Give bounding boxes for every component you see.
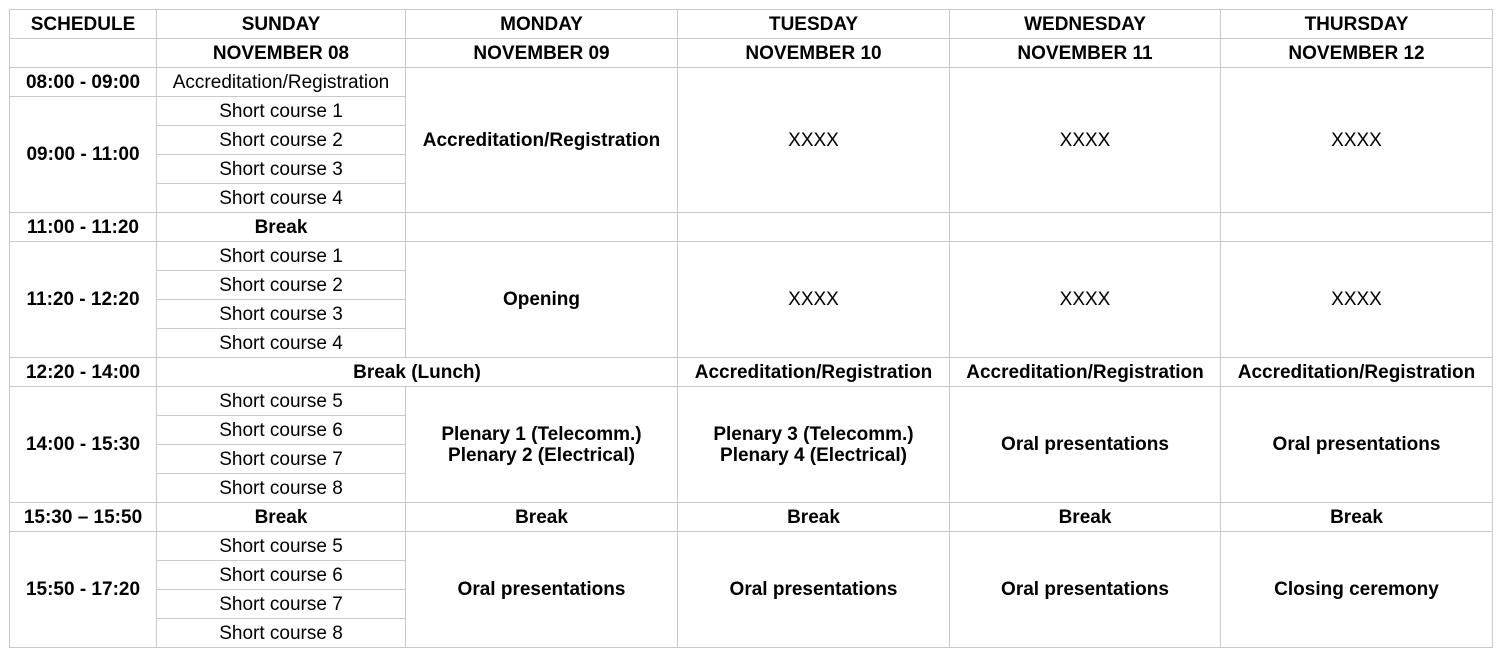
time-cell: 12:20 - 14:00 (10, 358, 157, 387)
plenary-3-label: Plenary 3 (Telecomm.) (713, 423, 914, 445)
header-day-tuesday: TUESDAY (678, 10, 950, 39)
header-day-wednesday: WEDNESDAY (950, 10, 1221, 39)
sunday-break: Break (157, 213, 406, 242)
wednesday-evening-cell: Oral presentations (950, 532, 1221, 648)
sunday-short-course: Short course 4 (157, 184, 406, 213)
thursday-empty-cell (1221, 213, 1493, 242)
header-row-days (10, 10, 1493, 39)
sunday-short-course: Short course 5 (157, 387, 406, 416)
lunch-break-cell: Break (Lunch) (157, 358, 678, 387)
sunday-short-course: Short course 1 (157, 242, 406, 271)
sunday-short-course: Short course 5 (157, 532, 406, 561)
header-schedule: SCHEDULE (10, 10, 157, 39)
monday-plenary-cell (406, 387, 678, 503)
sunday-short-course: Short course 7 (157, 445, 406, 474)
plenary-2-label: Plenary 2 (Electrical) (448, 444, 635, 466)
header-date-tuesday: NOVEMBER 10 (678, 39, 950, 68)
header-day-thursday: THURSDAY (1221, 10, 1493, 39)
monday-empty-cell (406, 213, 678, 242)
monday-opening-cell: Opening (406, 242, 678, 358)
header-date-sunday: NOVEMBER 08 (157, 39, 406, 68)
thursday-morning-cell: XXXX (1221, 68, 1493, 213)
wednesday-morning-cell: XXXX (950, 68, 1221, 213)
plenary-1-label: Plenary 1 (Telecomm.) (441, 423, 642, 445)
monday-evening-cell: Oral presentations (406, 532, 678, 648)
tuesday-late-morning-cell: XXXX (678, 242, 950, 358)
time-cell: 08:00 - 09:00 (10, 68, 157, 97)
header-date-monday: NOVEMBER 09 (406, 39, 678, 68)
sunday-short-course: Short course 6 (157, 561, 406, 590)
header-day-sunday: SUNDAY (157, 10, 406, 39)
thursday-afternoon-cell: Oral presentations (1221, 387, 1493, 503)
header-day-monday: MONDAY (406, 10, 678, 39)
sunday-short-course: Short course 8 (157, 619, 406, 648)
time-cell: 09:00 - 11:00 (10, 97, 157, 213)
table-row (10, 503, 1493, 532)
sunday-registration: Accreditation/Registration (157, 68, 406, 97)
sunday-short-course: Short course 3 (157, 300, 406, 329)
tuesday-empty-cell (678, 213, 950, 242)
sunday-short-course: Short course 1 (157, 97, 406, 126)
wednesday-late-morning-cell: XXXX (950, 242, 1221, 358)
monday-morning-cell: Accreditation/Registration (406, 68, 678, 213)
time-cell: 11:20 - 12:20 (10, 242, 157, 358)
thursday-late-morning-cell: XXXX (1221, 242, 1493, 358)
tuesday-plenary-cell (678, 387, 950, 503)
monday-break: Break (406, 503, 678, 532)
sunday-short-course: Short course 6 (157, 416, 406, 445)
wednesday-empty-cell (950, 213, 1221, 242)
header-empty-cell (10, 39, 157, 68)
time-cell: 11:00 - 11:20 (10, 213, 157, 242)
wednesday-registration-cell: Accreditation/Registration (950, 358, 1221, 387)
sunday-short-course: Short course 4 (157, 329, 406, 358)
tuesday-registration-cell: Accreditation/Registration (678, 358, 950, 387)
thursday-closing-cell: Closing ceremony (1221, 532, 1493, 648)
thursday-registration-cell: Accreditation/Registration (1221, 358, 1493, 387)
wednesday-break: Break (950, 503, 1221, 532)
table-row (10, 532, 1493, 561)
time-cell: 15:30 – 15:50 (10, 503, 157, 532)
sunday-short-course: Short course 3 (157, 155, 406, 184)
header-date-thursday: NOVEMBER 12 (1221, 39, 1493, 68)
sunday-short-course: Short course 8 (157, 474, 406, 503)
header-date-wednesday: NOVEMBER 11 (950, 39, 1221, 68)
table-row (10, 68, 1493, 97)
tuesday-break: Break (678, 503, 950, 532)
thursday-break: Break (1221, 503, 1493, 532)
schedule-table (9, 9, 1493, 648)
table-row (10, 242, 1493, 271)
tuesday-morning-cell: XXXX (678, 68, 950, 213)
table-row (10, 358, 1493, 387)
time-cell: 15:50 - 17:20 (10, 532, 157, 648)
wednesday-afternoon-cell: Oral presentations (950, 387, 1221, 503)
sunday-break: Break (157, 503, 406, 532)
table-row (10, 213, 1493, 242)
plenary-4-label: Plenary 4 (Electrical) (720, 444, 907, 466)
time-cell: 14:00 - 15:30 (10, 387, 157, 503)
header-row-dates (10, 39, 1493, 68)
sunday-short-course: Short course 2 (157, 126, 406, 155)
sunday-short-course: Short course 7 (157, 590, 406, 619)
table-row (10, 387, 1493, 416)
sunday-short-course: Short course 2 (157, 271, 406, 300)
tuesday-evening-cell: Oral presentations (678, 532, 950, 648)
